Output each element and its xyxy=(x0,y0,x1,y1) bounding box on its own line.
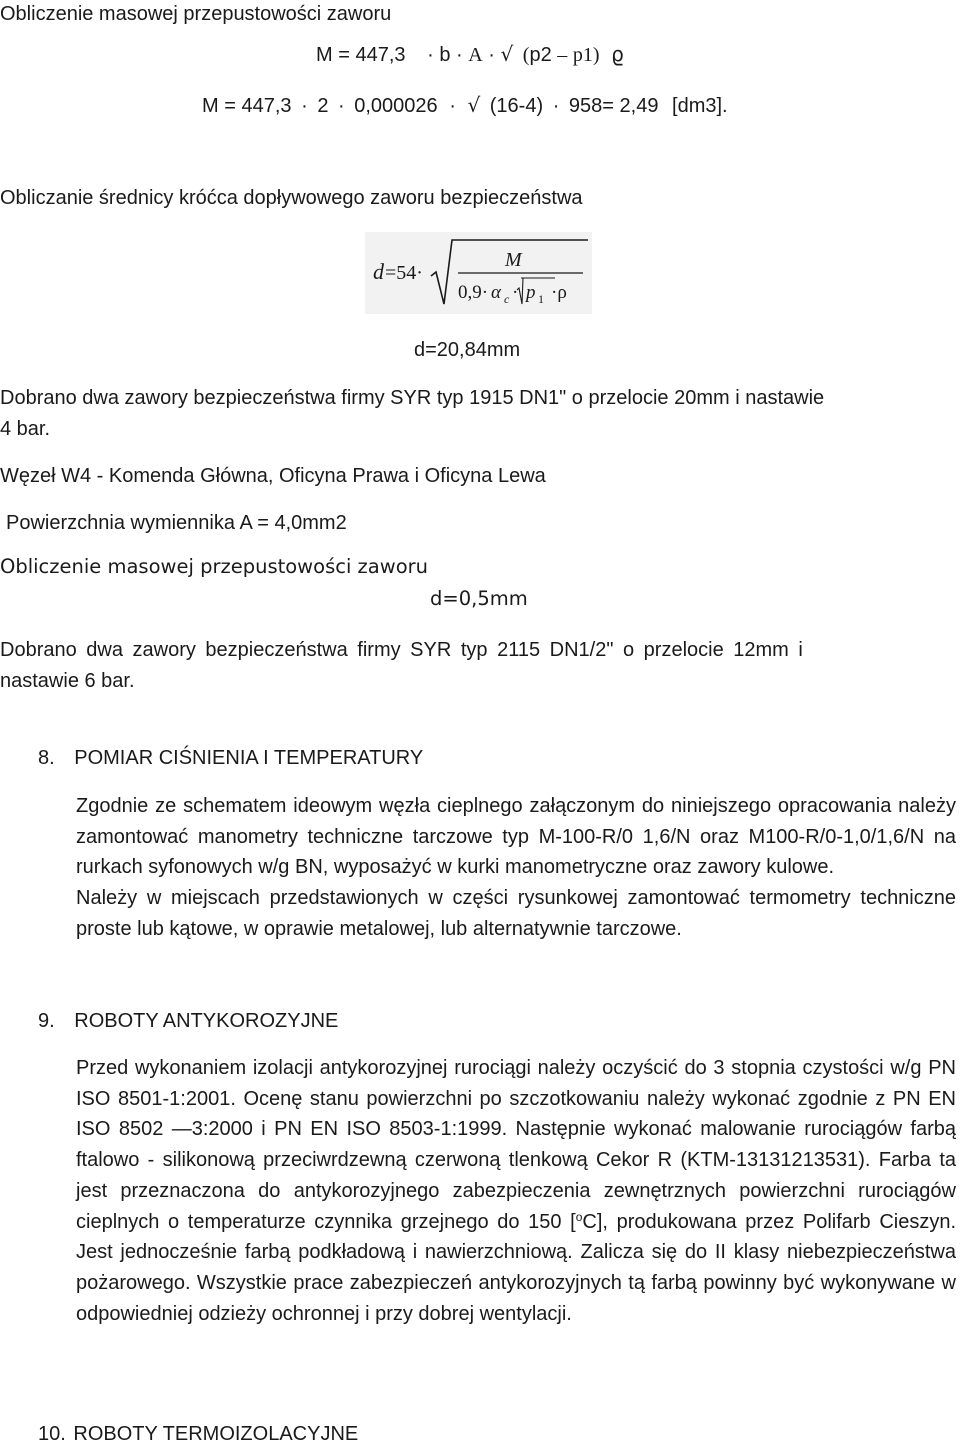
paren-open: ( xyxy=(522,44,530,66)
degree-superscript: o xyxy=(575,1209,583,1224)
paragraph xyxy=(76,1053,956,1329)
calc-dot: · xyxy=(552,95,560,117)
diameter-formula xyxy=(365,232,592,314)
section-number: 9. xyxy=(38,1010,55,1032)
formula-dot: · xyxy=(456,44,463,66)
calc-unit-close: ]. xyxy=(716,95,728,117)
formula-p: p xyxy=(526,282,536,303)
section-10-heading xyxy=(38,1422,358,1446)
valve-selection-line-w4: nastawie 6 bar. xyxy=(0,670,135,692)
formula-rho: ϱ xyxy=(611,42,624,66)
paragraph: Należy w miejscach przedstawionych w części rysunkowej zamontować termometry techniczne proste lub kątowe, w oprawie metalowej, lub alternatywnie tarczowe. xyxy=(76,887,956,940)
mass-flow-formula xyxy=(316,42,624,67)
formula-sub-1: 1 xyxy=(538,292,544,306)
formula-p1: p1 xyxy=(572,44,593,66)
section-number: 10. xyxy=(38,1423,66,1445)
calc-unit-exponent: 3 xyxy=(705,95,717,117)
formula-b: b xyxy=(439,44,451,66)
mass-flow-heading: Obliczenie masowej przepustowości zaworu xyxy=(0,3,392,25)
formula-dot: · xyxy=(512,282,519,303)
formula-dot: · xyxy=(488,44,495,66)
section-9-body xyxy=(76,1053,956,1329)
formula-d: d xyxy=(373,259,384,284)
section-8-body xyxy=(76,791,956,945)
formula-coef: 0,9· xyxy=(458,282,489,303)
exchanger-area: Powierzchnia wymiennika A = 4,0mm2 xyxy=(6,512,347,534)
section-8-heading xyxy=(38,746,423,770)
valve-selection-line: 4 bar. xyxy=(0,418,51,440)
diameter-heading: Obliczanie średnicy króćca dopływowego zaworu bezpieczeństwa xyxy=(0,187,583,209)
sqrt-symbol: √ xyxy=(467,93,481,117)
formula-dot: · xyxy=(427,44,434,66)
diameter-formula-image xyxy=(365,232,592,314)
section-title: POMIAR CIŚNIENIA I TEMPERATURY xyxy=(74,747,424,769)
formula-p2: p2 xyxy=(529,44,552,66)
valve-selection-line-w4: Dobrano dwa zawory bezpieczeństwa firmy SYR typ 2115 DN1/2" o przelocie 12mm i xyxy=(0,639,803,661)
section-title: ROBOTY ANTYKOROZYJNE xyxy=(74,1010,339,1032)
formula-eq: =54· xyxy=(385,262,423,284)
formula-m: M xyxy=(505,249,522,271)
diameter-result-w4: d=0,5mm xyxy=(430,587,528,610)
section-title: ROBOTY TERMOIZOLACYJNE xyxy=(73,1423,359,1445)
mass-flow-heading-w4: Obliczenie masowej przepustowości zaworu xyxy=(0,555,429,578)
calc-diff: (16-4) xyxy=(489,95,544,117)
calc-dot: · xyxy=(338,95,345,117)
formula-alpha: α xyxy=(491,282,501,303)
calc-unit: [dm xyxy=(672,95,706,117)
formula-minus: – xyxy=(557,44,568,66)
valve-selection-line: Dobrano dwa zawory bezpieczeństwa firmy SYR typ 1915 DN1" o przelocie 20mm i nastawie xyxy=(0,387,825,409)
sqrt-symbol: √ xyxy=(500,42,514,66)
diameter-result: d=20,84mm xyxy=(414,339,521,361)
calc-dot: · xyxy=(449,95,456,117)
formula-sub-c: c xyxy=(504,292,510,306)
calc-part1: M = 447,3 xyxy=(202,95,292,117)
node-w4-heading: Węzeł W4 - Komenda Główna, Oficyna Prawa i Oficyna Lewa xyxy=(0,465,546,487)
calc-two: 2 xyxy=(317,95,329,117)
formula-a: A xyxy=(468,44,483,66)
calc-area: 0,000026 xyxy=(354,95,438,117)
paragraph-text: Przed wykonaniem izolacji antykorozyjnej rurociągi należy oczyścić do 3 stopnia czystości w/g PN ISO 8501-1:2001. Ocenę stanu powierzchni po szczotkowaniu należy wykonać zgodnie z PN EN ISO 8502 —3:2000 i PN EN ISO 8503-1:1999. Następnie wykonać malowanie rurociągów farbą ftalowo - silikonową przeciwrdzewną czerwoną tlenkową Cekor R (KTM-13131213531). Farba ta jest przeznaczona do antykorozyjnego zabezpieczenia zewnętrznych powierzchni rurociągów cieplnych o temperaturze czynnika grzejnego do 150 [ xyxy=(76,1057,956,1233)
section-number: 8. xyxy=(38,747,55,769)
paren-close: ) xyxy=(592,44,600,66)
mass-flow-calculation xyxy=(202,93,728,118)
formula-lhs: M = 447,3 xyxy=(316,44,406,66)
calc-dot: · xyxy=(301,95,308,117)
formula-rho: ·ρ xyxy=(551,282,567,303)
paragraph: Zgodnie ze schematem ideowym węzła cieplnego załączonym do niniejszego opracowania należy zamontować manometry techniczne tarczowe typ M-100-R/0 1,6/N oraz M100-R/0-1,0/1,6/N na rurkach syfonowych w/g BN, wyposażyć w kurki manometryczne oraz zawory kulowe. xyxy=(76,795,956,879)
paragraph-text: C], produkowana przez Polifarb Cieszyn. Jest jednocześnie farbą podkładową i nawierzchniową. Zalicza się do II klasy niebezpieczeństwa pożarowego. Wszystkie prace zabezpieczeń antykorozyjnych tą farbą powinny być wykonywane w odpowiedniej odzieży ochronnej i przy dobrej wentylacji. xyxy=(76,1210,957,1325)
section-9-heading xyxy=(38,1009,338,1033)
calc-result: 958= 2,49 xyxy=(568,95,659,117)
